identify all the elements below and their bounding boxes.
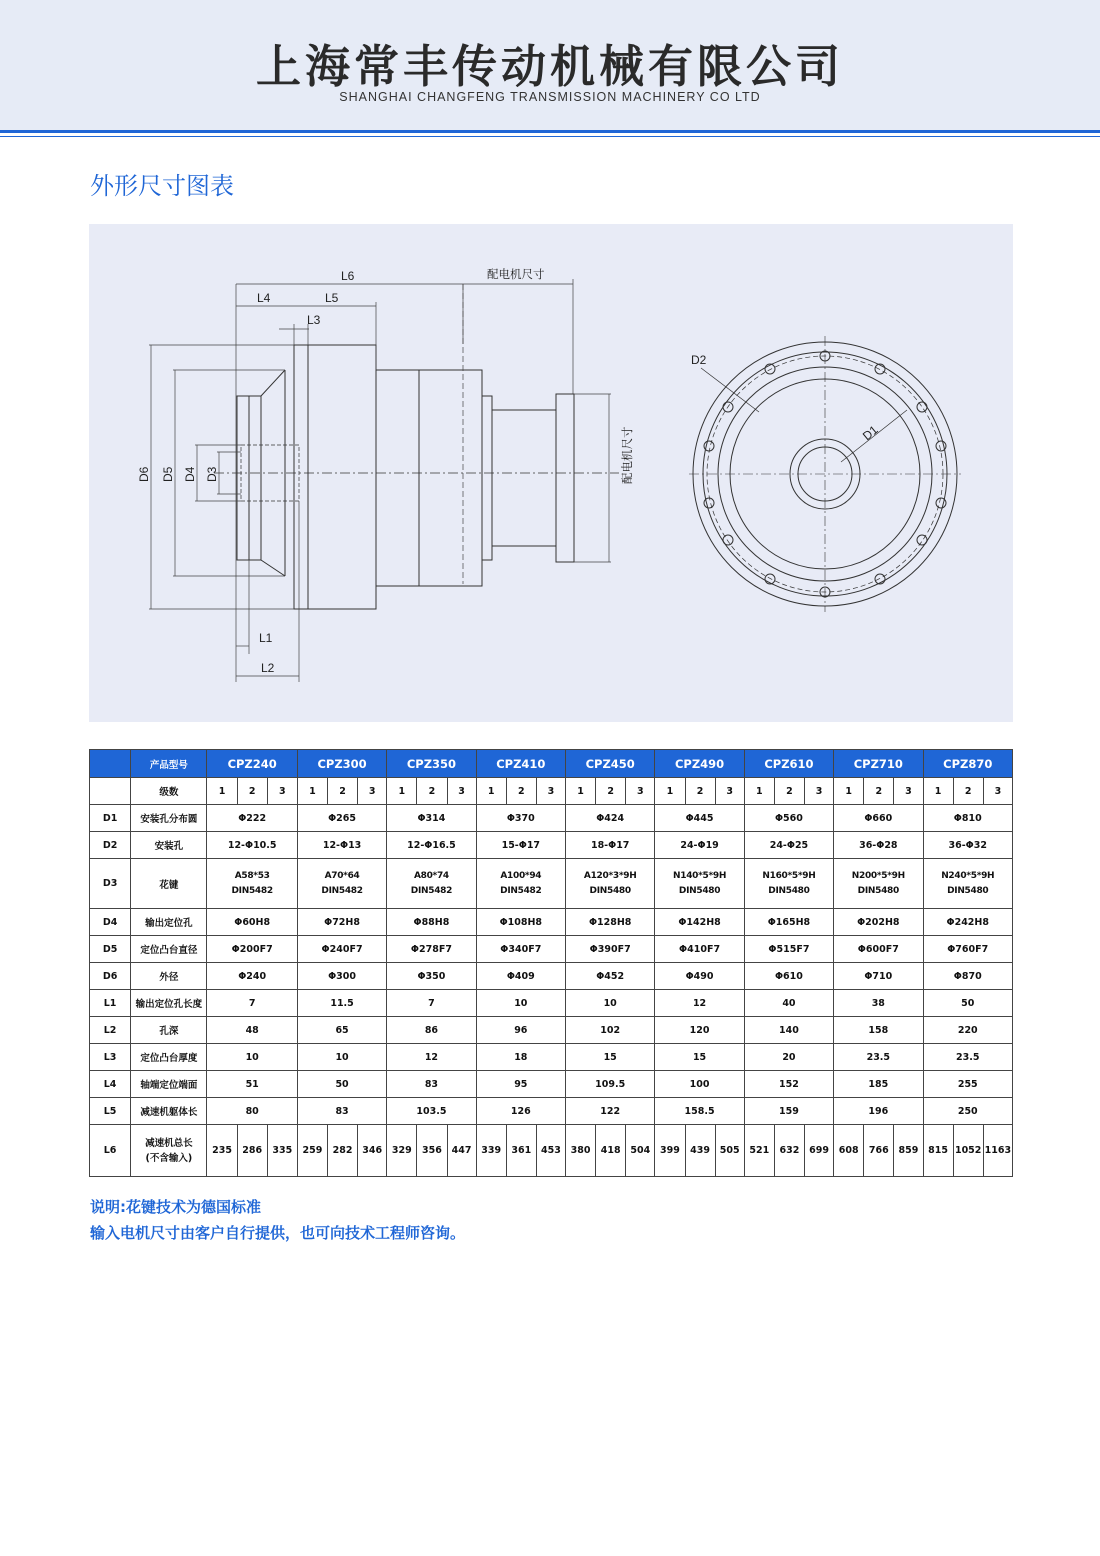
- value-cell: 815: [923, 1125, 953, 1177]
- value-cell: Φ410F7: [655, 936, 744, 963]
- value-cell: Φ128H8: [566, 909, 655, 936]
- model-header: CPZ300: [297, 750, 386, 778]
- stage-cell: 3: [894, 778, 923, 805]
- value-cell: Φ240F7: [297, 936, 386, 963]
- spline-spec: N200*5*9H: [851, 870, 905, 881]
- row-param: 孔深: [131, 1017, 207, 1044]
- stage-cell: 2: [596, 778, 626, 805]
- row-d1: [90, 805, 1013, 832]
- row-l2: [90, 1017, 1013, 1044]
- value-cell: Φ660: [834, 805, 923, 832]
- value-cell: 15: [655, 1044, 744, 1071]
- value-cell: 1163: [983, 1125, 1012, 1177]
- param-name: 减速机总长: [145, 1137, 193, 1149]
- value-cell: Φ810: [923, 805, 1013, 832]
- model-header: CPZ240: [207, 750, 297, 778]
- value-cell: [923, 859, 1013, 909]
- stage-cell: 1: [655, 778, 685, 805]
- value-cell: 7: [387, 990, 476, 1017]
- value-cell: 505: [715, 1125, 744, 1177]
- row-code: L4: [90, 1071, 131, 1098]
- value-cell: 259: [297, 1125, 327, 1177]
- row-param: 轴端定位端面: [131, 1071, 207, 1098]
- label-d1: D1: [859, 422, 881, 444]
- value-cell: 521: [744, 1125, 774, 1177]
- row-param: 定位凸台直径: [131, 936, 207, 963]
- model-header: CPZ490: [655, 750, 744, 778]
- row-code: L3: [90, 1044, 131, 1071]
- row-code: L5: [90, 1098, 131, 1125]
- row-code: L2: [90, 1017, 131, 1044]
- value-cell: 158: [834, 1017, 923, 1044]
- value-cell: 1052: [953, 1125, 983, 1177]
- value-cell: 83: [297, 1098, 386, 1125]
- stage-cell: 1: [297, 778, 327, 805]
- technical-drawing-svg: [89, 224, 1013, 722]
- label-l6: L6: [341, 269, 355, 283]
- stage-cell: 3: [715, 778, 744, 805]
- value-cell: 159: [744, 1098, 833, 1125]
- row-code: D1: [90, 805, 131, 832]
- value-cell: [834, 859, 923, 909]
- spline-spec: A70*64: [324, 870, 360, 881]
- value-cell: [476, 859, 565, 909]
- label-d2: D2: [691, 353, 707, 367]
- spline-spec: N160*5*9H: [762, 870, 816, 881]
- value-cell: Φ202H8: [834, 909, 923, 936]
- spline-standard: DIN5480: [589, 885, 631, 896]
- row-param: 输出定位孔长度: [131, 990, 207, 1017]
- value-cell: 286: [237, 1125, 267, 1177]
- value-cell: 24-Φ25: [744, 832, 833, 859]
- spec-table: [89, 749, 1013, 1177]
- model-label-header: 产品型号: [131, 750, 207, 778]
- value-cell: 86: [387, 1017, 476, 1044]
- spline-spec: A100*94: [500, 870, 542, 881]
- label-l5: L5: [325, 291, 339, 305]
- note-motor-size: 输入电机尺寸由客户自行提供，也可向技术工程师咨询。: [90, 1224, 466, 1242]
- value-cell: 185: [834, 1071, 923, 1098]
- row-param: 定位凸台厚度: [131, 1044, 207, 1071]
- value-cell: 12: [655, 990, 744, 1017]
- model-header: CPZ450: [566, 750, 655, 778]
- row-d6: [90, 963, 1013, 990]
- value-cell: 220: [923, 1017, 1013, 1044]
- label-l1: L1: [259, 631, 273, 645]
- note-standard: 说明:花键技术为德国标准: [90, 1198, 261, 1216]
- value-cell: 15-Φ17: [476, 832, 565, 859]
- row-d4: [90, 909, 1013, 936]
- value-cell: 18: [476, 1044, 565, 1071]
- value-cell: Φ390F7: [566, 936, 655, 963]
- value-cell: 36-Φ28: [834, 832, 923, 859]
- value-cell: 439: [685, 1125, 715, 1177]
- model-header: CPZ410: [476, 750, 565, 778]
- value-cell: Φ242H8: [923, 909, 1013, 936]
- value-cell: 65: [297, 1017, 386, 1044]
- value-cell: 335: [267, 1125, 297, 1177]
- value-cell: 196: [834, 1098, 923, 1125]
- stage-cell: 2: [685, 778, 715, 805]
- value-cell: 7: [207, 990, 297, 1017]
- value-cell: 18-Φ17: [566, 832, 655, 859]
- label-d5: D5: [161, 466, 175, 482]
- value-cell: Φ490: [655, 963, 744, 990]
- value-cell: 50: [297, 1071, 386, 1098]
- row-d5: [90, 936, 1013, 963]
- header-divider-thin: [0, 136, 1100, 137]
- section-title: 外形尺寸图表: [90, 172, 234, 200]
- value-cell: 120: [655, 1017, 744, 1044]
- value-cell: Φ300: [297, 963, 386, 990]
- value-cell: Φ108H8: [476, 909, 565, 936]
- value-cell: Φ314: [387, 805, 476, 832]
- value-cell: 24-Φ19: [655, 832, 744, 859]
- stage-cell: 1: [834, 778, 864, 805]
- value-cell: 447: [447, 1125, 476, 1177]
- label-d6: D6: [137, 466, 151, 482]
- value-cell: 140: [744, 1017, 833, 1044]
- value-cell: 10: [207, 1044, 297, 1071]
- value-cell: 632: [774, 1125, 804, 1177]
- row-code: D6: [90, 963, 131, 990]
- row-param: 减速机躯体长: [131, 1098, 207, 1125]
- value-cell: Φ142H8: [655, 909, 744, 936]
- value-cell: 380: [566, 1125, 596, 1177]
- stage-cell: 2: [774, 778, 804, 805]
- row-param: 安装孔分布圆: [131, 805, 207, 832]
- value-cell: 83: [387, 1071, 476, 1098]
- value-cell: 356: [417, 1125, 447, 1177]
- spline-spec: N140*5*9H: [673, 870, 727, 881]
- stage-cell: 2: [864, 778, 894, 805]
- stage-cell: 1: [387, 778, 417, 805]
- row-code: [90, 778, 131, 805]
- row-d3: [90, 859, 1013, 909]
- row-l3: [90, 1044, 1013, 1071]
- dimension-drawing: [89, 224, 1013, 722]
- value-cell: 152: [744, 1071, 833, 1098]
- value-cell: 12-Φ16.5: [387, 832, 476, 859]
- stage-cell: 1: [207, 778, 237, 805]
- param-note: (不含输入): [145, 1152, 193, 1164]
- spline-standard: DIN5480: [678, 885, 721, 896]
- value-cell: 103.5: [387, 1098, 476, 1125]
- model-header: CPZ610: [744, 750, 833, 778]
- model-header-row: [90, 750, 1013, 778]
- value-cell: 109.5: [566, 1071, 655, 1098]
- value-cell: 282: [328, 1125, 358, 1177]
- value-cell: 95: [476, 1071, 565, 1098]
- value-cell: Φ710: [834, 963, 923, 990]
- stage-cell: 1: [744, 778, 774, 805]
- value-cell: 122: [566, 1098, 655, 1125]
- value-cell: 766: [864, 1125, 894, 1177]
- stage-cell: 2: [953, 778, 983, 805]
- value-cell: 12: [387, 1044, 476, 1071]
- row-l4: [90, 1071, 1013, 1098]
- spline-standard: DIN5482: [410, 885, 453, 896]
- value-cell: Φ200F7: [207, 936, 297, 963]
- row-d2: [90, 832, 1013, 859]
- header-divider: [0, 130, 1100, 133]
- value-cell: Φ600F7: [834, 936, 923, 963]
- value-cell: [744, 859, 833, 909]
- spline-standard: DIN5480: [947, 885, 989, 896]
- spline-standard: DIN5480: [857, 885, 899, 896]
- row-l1: [90, 990, 1013, 1017]
- value-cell: 453: [536, 1125, 565, 1177]
- value-cell: 10: [297, 1044, 386, 1071]
- company-name-cn: 上海常丰传动机械有限公司: [255, 40, 844, 93]
- value-cell: Φ370: [476, 805, 565, 832]
- value-cell: Φ88H8: [387, 909, 476, 936]
- stage-cell: 2: [506, 778, 536, 805]
- model-header: CPZ350: [387, 750, 476, 778]
- value-cell: 40: [744, 990, 833, 1017]
- stage-cell: 3: [983, 778, 1012, 805]
- spline-standard: DIN5482: [231, 885, 273, 896]
- value-cell: 38: [834, 990, 923, 1017]
- value-cell: [387, 859, 476, 909]
- label-motor-size-top: 配电机尺寸: [487, 267, 545, 281]
- stage-cell: 3: [626, 778, 655, 805]
- value-cell: Φ452: [566, 963, 655, 990]
- value-cell: [566, 859, 655, 909]
- label-d3: D3: [205, 466, 219, 482]
- row-code: L6: [90, 1125, 131, 1177]
- value-cell: Φ424: [566, 805, 655, 832]
- stage-cell: 1: [566, 778, 596, 805]
- stage-cell: 3: [805, 778, 834, 805]
- stage-cell: 1: [923, 778, 953, 805]
- value-cell: 235: [207, 1125, 237, 1177]
- notes: [90, 1194, 465, 1246]
- value-cell: Φ240: [207, 963, 297, 990]
- row-param: 外径: [131, 963, 207, 990]
- value-cell: [207, 859, 297, 909]
- value-cell: Φ265: [297, 805, 386, 832]
- value-cell: 10: [566, 990, 655, 1017]
- row-code: D3: [90, 859, 131, 909]
- spline-spec: A80*74: [413, 870, 449, 881]
- value-cell: 346: [358, 1125, 387, 1177]
- stage-cell: 2: [417, 778, 447, 805]
- row-l5: [90, 1098, 1013, 1125]
- value-cell: 10: [476, 990, 565, 1017]
- row-l6: [90, 1125, 1013, 1177]
- row-param: [131, 1125, 207, 1177]
- value-cell: 100: [655, 1071, 744, 1098]
- row-code: D5: [90, 936, 131, 963]
- label-l2: L2: [261, 661, 275, 675]
- stage-cell: 3: [447, 778, 476, 805]
- stage-cell: 2: [237, 778, 267, 805]
- value-cell: Φ870: [923, 963, 1013, 990]
- value-cell: 608: [834, 1125, 864, 1177]
- spline-standard: DIN5482: [500, 885, 542, 896]
- value-cell: Φ72H8: [297, 909, 386, 936]
- value-cell: 339: [476, 1125, 506, 1177]
- value-cell: 158.5: [655, 1098, 744, 1125]
- row-param: 输出定位孔: [131, 909, 207, 936]
- stage-cell: 1: [476, 778, 506, 805]
- value-cell: 12-Φ10.5: [207, 832, 297, 859]
- value-cell: Φ409: [476, 963, 565, 990]
- value-cell: Φ350: [387, 963, 476, 990]
- model-header: CPZ710: [834, 750, 923, 778]
- row-param: 安装孔: [131, 832, 207, 859]
- value-cell: 418: [596, 1125, 626, 1177]
- value-cell: 80: [207, 1098, 297, 1125]
- value-cell: 859: [894, 1125, 923, 1177]
- value-cell: 20: [744, 1044, 833, 1071]
- value-cell: 102: [566, 1017, 655, 1044]
- row-code: L1: [90, 990, 131, 1017]
- label-d4: D4: [183, 466, 197, 482]
- value-cell: 23.5: [923, 1044, 1013, 1071]
- spline-spec: A58*53: [234, 870, 270, 881]
- value-cell: Φ222: [207, 805, 297, 832]
- label-l3: L3: [307, 313, 321, 327]
- stage-cell: 3: [267, 778, 297, 805]
- value-cell: 36-Φ32: [923, 832, 1013, 859]
- row-param: 花键: [131, 859, 207, 909]
- value-cell: 96: [476, 1017, 565, 1044]
- value-cell: Φ760F7: [923, 936, 1013, 963]
- value-cell: 51: [207, 1071, 297, 1098]
- value-cell: 50: [923, 990, 1013, 1017]
- model-header: CPZ870: [923, 750, 1013, 778]
- spline-standard: DIN5482: [321, 885, 363, 896]
- value-cell: [297, 859, 386, 909]
- company-name-en: SHANGHAI CHANGFENG TRANSMISSION MACHINERY CO LTD: [339, 90, 761, 104]
- value-cell: Φ340F7: [476, 936, 565, 963]
- value-cell: Φ165H8: [744, 909, 833, 936]
- value-cell: Φ560: [744, 805, 833, 832]
- spline-standard: DIN5480: [768, 885, 810, 896]
- row-code: D2: [90, 832, 131, 859]
- row-code: D4: [90, 909, 131, 936]
- value-cell: Φ445: [655, 805, 744, 832]
- stage-row: [90, 778, 1013, 805]
- stage-cell: 3: [358, 778, 387, 805]
- value-cell: Φ610: [744, 963, 833, 990]
- value-cell: 504: [626, 1125, 655, 1177]
- value-cell: 12-Φ13: [297, 832, 386, 859]
- value-cell: 15: [566, 1044, 655, 1071]
- value-cell: Φ515F7: [744, 936, 833, 963]
- value-cell: 48: [207, 1017, 297, 1044]
- corner-cell: [90, 750, 131, 778]
- row-param: 级数: [131, 778, 207, 805]
- value-cell: 11.5: [297, 990, 386, 1017]
- spline-spec: N240*5*9H: [941, 870, 995, 881]
- value-cell: 126: [476, 1098, 565, 1125]
- value-cell: 699: [805, 1125, 834, 1177]
- value-cell: [655, 859, 744, 909]
- value-cell: 361: [506, 1125, 536, 1177]
- value-cell: 250: [923, 1098, 1013, 1125]
- stage-cell: 3: [536, 778, 565, 805]
- value-cell: 329: [387, 1125, 417, 1177]
- value-cell: 399: [655, 1125, 685, 1177]
- value-cell: 255: [923, 1071, 1013, 1098]
- spline-spec: A120*3*9H: [583, 870, 637, 881]
- label-l4: L4: [257, 291, 271, 305]
- value-cell: Φ278F7: [387, 936, 476, 963]
- value-cell: 23.5: [834, 1044, 923, 1071]
- label-motor-size-side: 配电机尺寸: [620, 426, 634, 484]
- stage-cell: 2: [328, 778, 358, 805]
- value-cell: Φ60H8: [207, 909, 297, 936]
